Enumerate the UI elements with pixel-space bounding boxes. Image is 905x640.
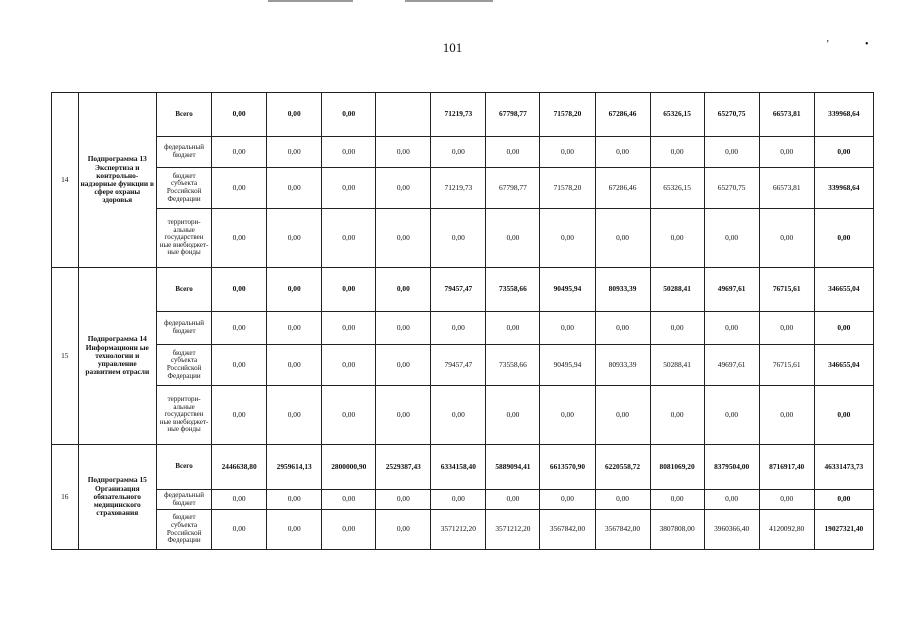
program-name: Подпрограмма 15 Организация обязательного медицинского страхования xyxy=(78,445,157,550)
year-value-cell: 0,00 xyxy=(212,93,267,137)
row-total-cell: 46331473,73 xyxy=(814,445,873,490)
row-total-cell: 339968,64 xyxy=(814,168,873,209)
year-value-cell: 2959614,13 xyxy=(267,445,322,490)
scan-speck: • xyxy=(865,39,869,50)
top-scan-artifact-right xyxy=(405,0,493,2)
year-value-cell: 6220558,72 xyxy=(595,445,650,490)
year-value-cell: 49697,61 xyxy=(704,268,759,312)
funding-source-label: федеральный бюджет xyxy=(157,312,212,345)
scan-speck: ’ xyxy=(826,39,830,50)
year-value-cell: 67286,46 xyxy=(595,93,650,137)
year-value-cell: 0,00 xyxy=(212,490,267,510)
year-value-cell: 0,00 xyxy=(376,386,431,445)
year-value-cell: 6334158,40 xyxy=(431,445,486,490)
year-value-cell: 0,00 xyxy=(431,386,486,445)
year-value-cell: 0,00 xyxy=(704,137,759,168)
year-value-cell: 3571212,20 xyxy=(486,510,540,550)
funding-source-row xyxy=(52,137,874,168)
year-value-cell: 0,00 xyxy=(212,209,267,268)
year-value-cell: 73558,66 xyxy=(486,345,540,386)
year-value-cell: 0,00 xyxy=(431,312,486,345)
year-value-cell: 6613570,90 xyxy=(540,445,595,490)
year-value-cell: 2800000,90 xyxy=(322,445,376,490)
funding-source-label: территори-альные государствен ные внебюджет-ные фонды xyxy=(157,209,212,268)
year-value-cell: 0,00 xyxy=(540,490,595,510)
year-value-cell: 0,00 xyxy=(267,386,322,445)
funding-source-label: федеральный бюджет xyxy=(157,137,212,168)
program-name: Подпрограмма 14 Информационн ые технологии и управление развитием отрасли xyxy=(78,268,157,445)
year-value-cell: 76715,61 xyxy=(759,345,814,386)
funding-source-row xyxy=(52,345,874,386)
year-value-cell: 0,00 xyxy=(212,268,267,312)
year-value-cell: 0,00 xyxy=(267,345,322,386)
program-total-row xyxy=(52,93,874,137)
year-value-cell: 0,00 xyxy=(595,209,650,268)
year-value-cell: 90495,94 xyxy=(540,345,595,386)
year-value-cell: 65270,75 xyxy=(704,93,759,137)
funding-source-label: федеральный бюджет xyxy=(157,490,212,510)
year-value-cell: 90495,94 xyxy=(540,268,595,312)
year-value-cell: 3571212,20 xyxy=(431,510,486,550)
year-value-cell: 0,00 xyxy=(322,93,376,137)
program-number: 14 xyxy=(52,93,79,268)
year-value-cell: 0,00 xyxy=(376,490,431,510)
year-value-cell: 67286,46 xyxy=(595,168,650,209)
year-value-cell: 0,00 xyxy=(650,312,704,345)
row-total-cell: 0,00 xyxy=(814,312,873,345)
year-value-cell: 80933,39 xyxy=(595,345,650,386)
funding-source-label: территори-альные государствен ные внебюджет-ные фонды xyxy=(157,386,212,445)
year-value-cell: 0,00 xyxy=(486,137,540,168)
year-value-cell: 0,00 xyxy=(431,209,486,268)
year-value-cell: 0,00 xyxy=(267,510,322,550)
row-total-cell: 0,00 xyxy=(814,490,873,510)
year-value-cell: 0,00 xyxy=(376,209,431,268)
year-value-cell: 0,00 xyxy=(595,137,650,168)
year-value-cell: 0,00 xyxy=(212,386,267,445)
year-value-cell: 76715,61 xyxy=(759,268,814,312)
year-value-cell: 0,00 xyxy=(212,137,267,168)
year-value-cell: 5889094,41 xyxy=(486,445,540,490)
year-value-cell: 0,00 xyxy=(267,312,322,345)
year-value-cell: 0,00 xyxy=(322,510,376,550)
year-value-cell: 0,00 xyxy=(759,137,814,168)
year-value-cell: 0,00 xyxy=(322,268,376,312)
year-value-cell: 0,00 xyxy=(322,168,376,209)
year-value-cell: 3567842,00 xyxy=(595,510,650,550)
year-value-cell: 65326,15 xyxy=(650,168,704,209)
row-total-cell: 346655,04 xyxy=(814,268,873,312)
year-value-cell: 8716917,40 xyxy=(759,445,814,490)
row-total-cell: 0,00 xyxy=(814,386,873,445)
year-value-cell: 65270,75 xyxy=(704,168,759,209)
row-total-cell: 346655,04 xyxy=(814,345,873,386)
funding-source-label: бюджет субъекта Российской Федерации xyxy=(157,168,212,209)
year-value-cell: 0,00 xyxy=(650,386,704,445)
year-value-cell: 49697,61 xyxy=(704,345,759,386)
funding-source-label: бюджет субъекта Российской Федерации xyxy=(157,510,212,550)
year-value-cell: 2446638,80 xyxy=(212,445,267,490)
year-value-cell: 0,00 xyxy=(650,490,704,510)
funding-source-row xyxy=(52,312,874,345)
year-value-cell: 0,00 xyxy=(540,137,595,168)
program-total-row xyxy=(52,268,874,312)
year-value-cell: 50288,41 xyxy=(650,268,704,312)
funding-source-row xyxy=(52,490,874,510)
funding-source-label: бюджет субъекта Российской Федерации xyxy=(157,345,212,386)
year-value-cell: 3567842,00 xyxy=(540,510,595,550)
year-value-cell: 0,00 xyxy=(595,490,650,510)
year-value-cell: 0,00 xyxy=(759,386,814,445)
year-value-cell: 0,00 xyxy=(540,209,595,268)
year-value-cell: 71219,73 xyxy=(431,168,486,209)
program-name: Подпрограмма 13 Экспертиза и контрольно-надзорные функции в сфере охраны здоровья xyxy=(78,93,157,268)
year-value-cell: 67798,77 xyxy=(486,93,540,137)
row-total-cell: 0,00 xyxy=(814,209,873,268)
funding-source-label: Всего xyxy=(157,445,212,490)
year-value-cell: 2529387,43 xyxy=(376,445,431,490)
funding-source-row xyxy=(52,209,874,268)
year-value-cell: 0,00 xyxy=(322,345,376,386)
row-total-cell: 339968,64 xyxy=(814,93,873,137)
year-value-cell: 0,00 xyxy=(212,312,267,345)
year-value-cell: 0,00 xyxy=(486,312,540,345)
year-value-cell: 4120092,80 xyxy=(759,510,814,550)
year-value-cell: 0,00 xyxy=(595,312,650,345)
year-value-cell: 0,00 xyxy=(376,168,431,209)
year-value-cell: 0,00 xyxy=(267,168,322,209)
year-value-cell: 0,00 xyxy=(704,490,759,510)
year-value-cell: 0,00 xyxy=(212,168,267,209)
year-value-cell: 0,00 xyxy=(540,386,595,445)
funding-source-row xyxy=(52,510,874,550)
year-value-cell: 66573,81 xyxy=(759,93,814,137)
year-value-cell: 0,00 xyxy=(267,137,322,168)
year-value-cell: 80933,39 xyxy=(595,268,650,312)
year-value-cell: 67798,77 xyxy=(486,168,540,209)
year-value-cell: 66573,81 xyxy=(759,168,814,209)
program-total-row xyxy=(52,445,874,490)
year-value-cell: 0,00 xyxy=(431,137,486,168)
year-value-cell: 0,00 xyxy=(650,209,704,268)
year-value-cell: 0,00 xyxy=(595,386,650,445)
year-value-cell: 79457,47 xyxy=(431,345,486,386)
year-value-cell: 0,00 xyxy=(376,137,431,168)
budget-table xyxy=(51,92,874,550)
year-value-cell: 0,00 xyxy=(322,386,376,445)
year-value-cell: 79457,47 xyxy=(431,268,486,312)
year-value-cell: 3960366,40 xyxy=(704,510,759,550)
year-value-cell: 0,00 xyxy=(486,209,540,268)
funding-source-label: Всего xyxy=(157,268,212,312)
year-value-cell: 73558,66 xyxy=(486,268,540,312)
year-value-cell: 0,00 xyxy=(376,510,431,550)
year-value-cell: 0,00 xyxy=(704,386,759,445)
budget-table-body xyxy=(52,93,874,550)
year-value-cell: 8081069,20 xyxy=(650,445,704,490)
year-value-cell: 0,00 xyxy=(704,312,759,345)
row-total-cell: 0,00 xyxy=(814,137,873,168)
year-value-cell: 0,00 xyxy=(376,268,431,312)
year-value-cell: 0,00 xyxy=(267,268,322,312)
year-value-cell: 65326,15 xyxy=(650,93,704,137)
year-value-cell: 0,00 xyxy=(322,209,376,268)
top-scan-artifact-left xyxy=(268,0,353,2)
year-value-cell: 8379504,00 xyxy=(704,445,759,490)
year-value-cell: 0,00 xyxy=(267,209,322,268)
year-value-cell: 0,00 xyxy=(431,490,486,510)
year-value-cell: 0,00 xyxy=(322,137,376,168)
row-total-cell: 19027321,40 xyxy=(814,510,873,550)
program-number: 16 xyxy=(52,445,79,550)
year-value-cell: 50288,41 xyxy=(650,345,704,386)
year-value-cell: 71219,73 xyxy=(431,93,486,137)
year-value-cell: 0,00 xyxy=(759,209,814,268)
year-value-cell: 0,00 xyxy=(322,312,376,345)
year-value-cell: 0,00 xyxy=(267,93,322,137)
year-value-cell: 71578,20 xyxy=(540,93,595,137)
funding-source-label: Всего xyxy=(157,93,212,137)
page-number: 101 xyxy=(442,40,463,55)
year-value-cell: 0,00 xyxy=(376,312,431,345)
year-value-cell: 0,00 xyxy=(759,490,814,510)
funding-source-row xyxy=(52,168,874,209)
year-value-cell: 0,00 xyxy=(704,209,759,268)
year-value-cell: 0,00 xyxy=(267,490,322,510)
funding-source-row xyxy=(52,386,874,445)
year-value-cell: 0,00 xyxy=(759,312,814,345)
year-value-cell: 3807808,00 xyxy=(650,510,704,550)
year-value-cell xyxy=(376,93,431,137)
year-value-cell: 0,00 xyxy=(486,490,540,510)
year-value-cell: 0,00 xyxy=(212,510,267,550)
year-value-cell: 0,00 xyxy=(486,386,540,445)
year-value-cell: 0,00 xyxy=(540,312,595,345)
year-value-cell: 0,00 xyxy=(650,137,704,168)
year-value-cell: 0,00 xyxy=(322,490,376,510)
year-value-cell: 0,00 xyxy=(376,345,431,386)
year-value-cell: 0,00 xyxy=(212,345,267,386)
program-number: 15 xyxy=(52,268,79,445)
year-value-cell: 71578,20 xyxy=(540,168,595,209)
